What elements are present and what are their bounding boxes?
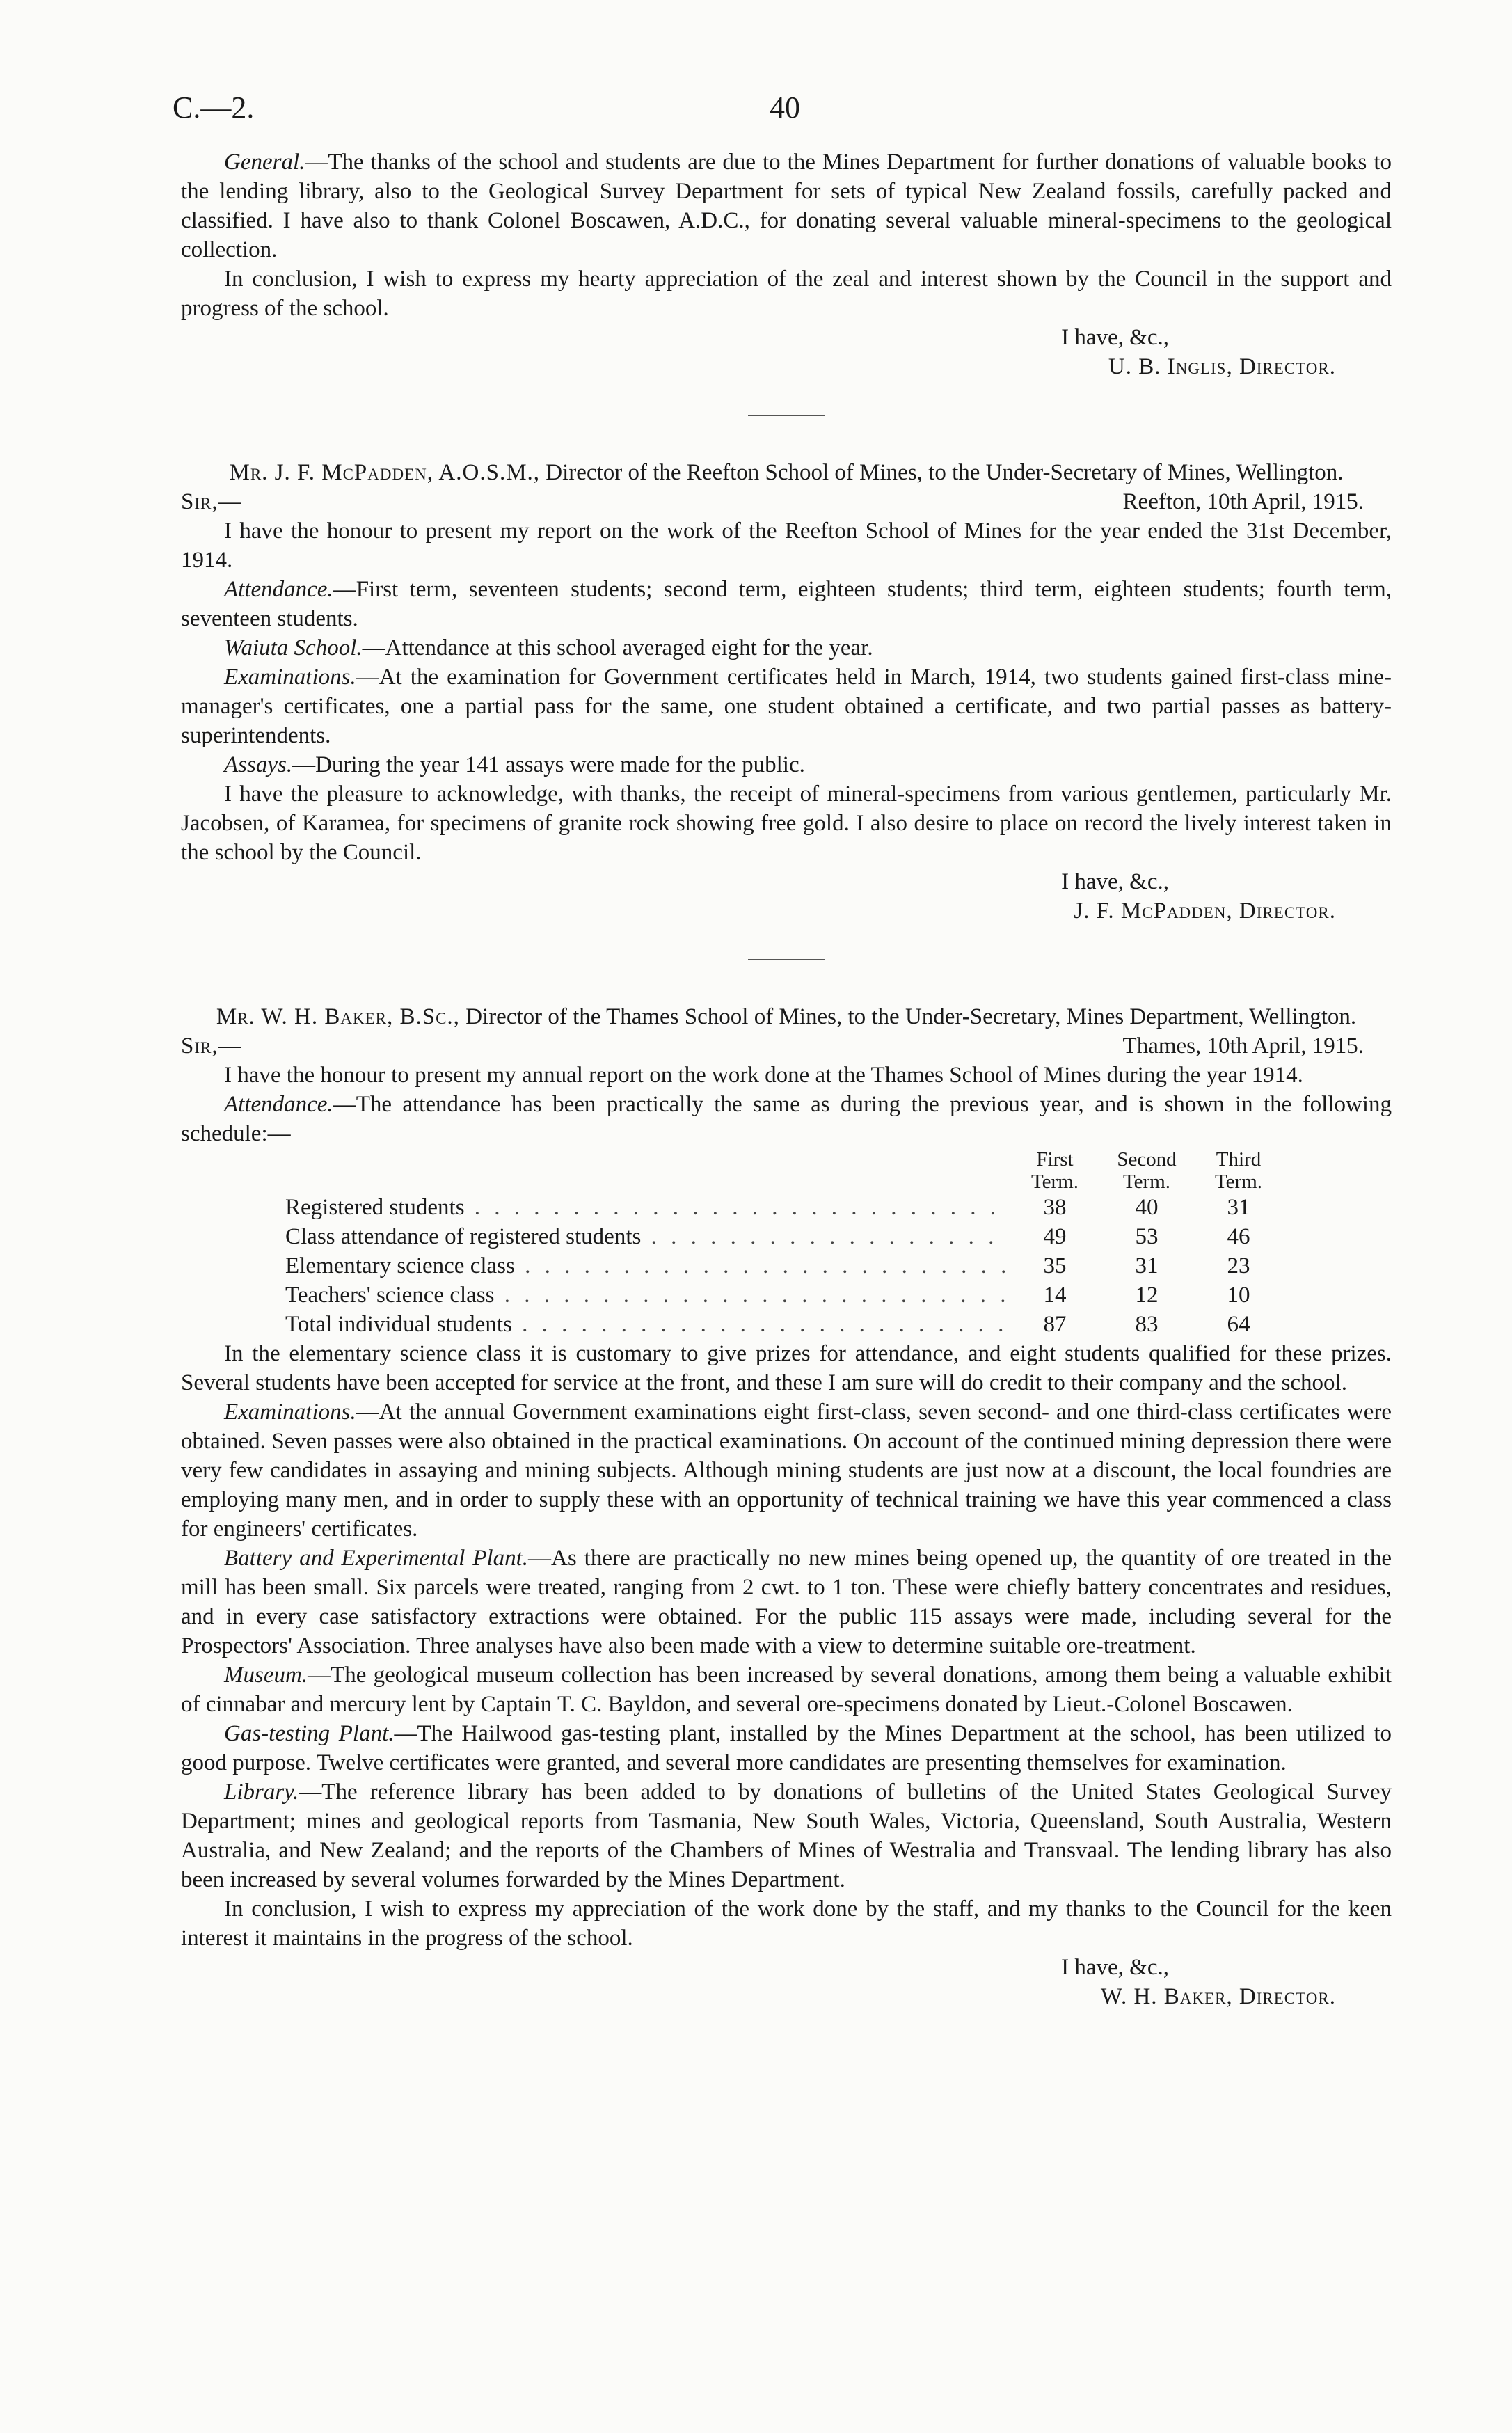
general-label: General.: [224, 150, 305, 175]
schedule-cell: 23: [1227, 1253, 1250, 1278]
schedule-row: [285, 1222, 1280, 1251]
thames-museum: [181, 1661, 1392, 1719]
reefton-address-name: Mr. J. F. McPadden, A.O.S.M.,: [229, 460, 541, 485]
thames-library-text: —The reference library has been added to by donations of bulletins of the United States Geological Survey Department; mines and geological reports from Tasmania, New South Wales, Victoria, Queensland, South Australia, Western Australia, and New Zealand; and the reports of the Chambers of Mines of Westralia and Transvaal. The lending library has also been increased by several volumes forwarded by the Mines Department.: [181, 1780, 1392, 1892]
reefton-report: [181, 458, 1392, 926]
schedule-row-label: Elementary science class . . .: [285, 1251, 1005, 1281]
thames-address: [181, 1002, 1392, 1031]
schedule-cell: 53: [1135, 1224, 1159, 1249]
thames-signature: W. H. Baker, Director.: [1100, 1984, 1336, 2009]
reefton-signature: J. F. McPadden, Director.: [1074, 898, 1336, 924]
schedule-cell: 14: [1043, 1283, 1067, 1308]
schedule-row: [285, 1251, 1280, 1281]
thames-gas-testing: [181, 1719, 1392, 1777]
thames-salutation: Sir,—: [181, 1033, 242, 1059]
schedule-row: [285, 1281, 1280, 1310]
schedule-cell: 35: [1043, 1253, 1067, 1278]
thames-library: [181, 1777, 1392, 1894]
thames-battery-text: —As there are practically no new mines being opened up, the quantity of ore treated in the mill has been small. Six parcels were treated, ranging from 2 cwt. to 1 ton. These were chiefly battery concentrates and residues, and in every case satisfactory extractions were obtained. For the public 115 assays were made, including several for the Prospectors' Association. Three analyses have also been made with a view to determine suitable ore-treatment.: [181, 1546, 1392, 1658]
reefton-exams-text: —At the examination for Government certificates held in March, 1914, two students gained first-class mine-manager's certificates, one a partial pass for the same, one student obtained a certificate, and two partial passes as battery-superintendents.: [181, 665, 1392, 748]
reefton-address: [181, 458, 1392, 487]
schedule-cell: 83: [1135, 1312, 1159, 1337]
thames-conclusion: In conclusion, I wish to express my appreciation of the work done by the staff, and my thanks to the Council for the keen interest it maintains in the progress of the school.: [181, 1896, 1392, 1951]
reefton-examinations: [181, 663, 1392, 750]
thames-address-rest: Director of the Thames School of Mines, to the Under-Secretary, Mines Department, Wellington.: [459, 1004, 1357, 1029]
schedule-row-label: Teachers' science class . . .: [285, 1281, 1005, 1310]
reefton-salutation: Sir,—: [181, 489, 242, 514]
inglis-conclusion: In conclusion, I wish to express my hearty appreciation of the zeal and interest shown by the Council in the support and progress of the school.: [181, 267, 1392, 321]
schedule-row-label: Registered students . . .: [285, 1193, 1005, 1222]
reefton-place-date: Reefton, 10th April, 1915.: [1122, 489, 1364, 514]
report-body: [181, 148, 1392, 2011]
general-paragraph: [181, 148, 1392, 264]
schedule-row-label: Total individual students . . .: [285, 1310, 1005, 1339]
section-divider: [748, 415, 825, 416]
thames-address-name: Mr. W. H. Baker, B.Sc.,: [216, 1004, 460, 1029]
schedule-cell: 87: [1043, 1312, 1067, 1337]
reefton-attendance-label: Attendance.: [224, 577, 333, 602]
thames-place-date: Thames, 10th April, 1915.: [1122, 1033, 1364, 1059]
reefton-closing: I have, &c.,: [1061, 869, 1169, 894]
thames-attendance: [181, 1090, 1392, 1148]
page-number: 40: [770, 90, 800, 125]
schedule-header: [285, 1148, 1280, 1193]
thames-gas-label: Gas-testing Plant.: [224, 1721, 395, 1746]
thames-examinations: [181, 1397, 1392, 1544]
thames-prizes: In the elementary science class it is customary to give prizes for attendance, and eight students qualified for these prizes. Several students have been accepted for service at the front, and these I am sure will do credit to their company and the school.: [181, 1341, 1392, 1395]
thames-gas-text: —The Hailwood gas-testing plant, installed by the Mines Department at the school, has been utilized to good purpose. Twelve certificates were granted, and several more candidates are presenting themselves for examination.: [181, 1721, 1392, 1775]
thames-museum-label: Museum.: [224, 1663, 308, 1688]
schedule-cell: 46: [1227, 1224, 1250, 1249]
thames-salutation-line: [181, 1031, 1392, 1061]
schedule-cell: 10: [1227, 1283, 1250, 1308]
reefton-address-rest: Director of the Reefton School of Mines, to the Under-Secretary of Mines, Wellington.: [540, 460, 1344, 485]
reefton-attendance-text: —First term, seventeen students; second term, eighteen students; third term, eighteen students; fourth term, seventeen students.: [181, 577, 1392, 631]
reefton-assays: [181, 750, 1392, 779]
inglis-closing: I have, &c.,: [1061, 325, 1169, 350]
schedule-cell: 31: [1135, 1253, 1159, 1278]
schedule-row-label: Class attendance of registered students . . .: [285, 1222, 1005, 1251]
reefton-intro: I have the honour to present my report on the work of the Reefton School of Mines for the year ended the 31st December, 1914.: [181, 518, 1392, 573]
attendance-schedule: [285, 1148, 1280, 1339]
schedule-header-second: Second Term.: [1117, 1148, 1177, 1193]
schedule-cell: 64: [1227, 1312, 1250, 1337]
schedule-header-third: Third Term.: [1214, 1148, 1263, 1193]
schedule-cell: 12: [1135, 1283, 1159, 1308]
reefton-exams-label: Examinations.: [224, 665, 356, 690]
thames-attendance-text: —The attendance has been practically the same as during the previous year, and is shown in the following schedule:—: [181, 1092, 1392, 1146]
section-divider: [748, 959, 825, 960]
thames-battery-label: Battery and Experimental Plant.: [224, 1546, 529, 1571]
general-text: —The thanks of the school and students are due to the Mines Department for further donations of valuable books to the lending library, also to the Geological Survey Department for sets of typical New Zealand fossils, carefully packed and classified. I have also to thank Colonel Boscawen, A.D.C., for donating several valuable mineral-specimens to the geological collection.: [181, 150, 1392, 262]
reefton-acknowledgment: I have the pleasure to acknowledge, with thanks, the receipt of mineral-specimens from various gentlemen, particularly Mr. Jacobsen, of Karamea, for specimens of granite rock showing free gold. I also desire to place on record the lively interest taken in the school by the Council.: [181, 782, 1392, 865]
reefton-attendance: [181, 575, 1392, 633]
schedule-row: [285, 1310, 1280, 1339]
thames-attendance-label: Attendance.: [224, 1092, 333, 1117]
thames-museum-text: —The geological museum collection has been increased by several donations, among them being a valuable exhibit of cinnabar and mercury lent by Captain T. C. Bayldon, and several ore-specimens donated by Lieut.-Colonel Boscawen.: [181, 1663, 1392, 1717]
reefton-waiuta: [181, 633, 1392, 663]
reefton-assays-label: Assays.: [224, 752, 293, 777]
paper-reference: C.—2.: [173, 90, 255, 125]
reefton-assays-text: —During the year 141 assays were made for the public.: [292, 752, 805, 777]
thames-battery: [181, 1544, 1392, 1661]
reefton-waiuta-label: Waiuta School.: [224, 635, 363, 660]
thames-intro: I have the honour to present my annual report on the work done at the Thames School of Mines during the year 1914.: [224, 1063, 1303, 1088]
thames-library-label: Library.: [224, 1780, 299, 1805]
inglis-report-ending: [181, 148, 1392, 381]
thames-report: [181, 1002, 1392, 2011]
schedule-row: [285, 1193, 1280, 1222]
schedule-cell: 40: [1135, 1195, 1159, 1220]
thames-exams-text: —At the annual Government examinations eight first-class, seven second- and one third-class certificates were obtained. Seven passes were also obtained in the practical examinations. On account of the continued mining depression there were very few candidates in assaying and mining subjects. Although mining students are just now at a discount, the local foundries are employing many men, and in order to supply these with an opportunity of technical training we have this year commenced a class for engineers' certificates.: [181, 1400, 1392, 1542]
thames-closing: I have, &c.,: [1061, 1955, 1169, 1980]
schedule-cell: 38: [1043, 1195, 1067, 1220]
page-header: [173, 90, 1397, 128]
inglis-signature: U. B. Inglis, Director.: [1108, 354, 1336, 379]
schedule-cell: 31: [1227, 1195, 1250, 1220]
reefton-salutation-line: [181, 487, 1392, 516]
schedule-cell: 49: [1043, 1224, 1067, 1249]
reefton-waiuta-text: —Attendance at this school averaged eight for the year.: [362, 635, 873, 660]
thames-exams-label: Examinations.: [224, 1400, 356, 1425]
schedule-header-first: First Term.: [1030, 1148, 1079, 1193]
